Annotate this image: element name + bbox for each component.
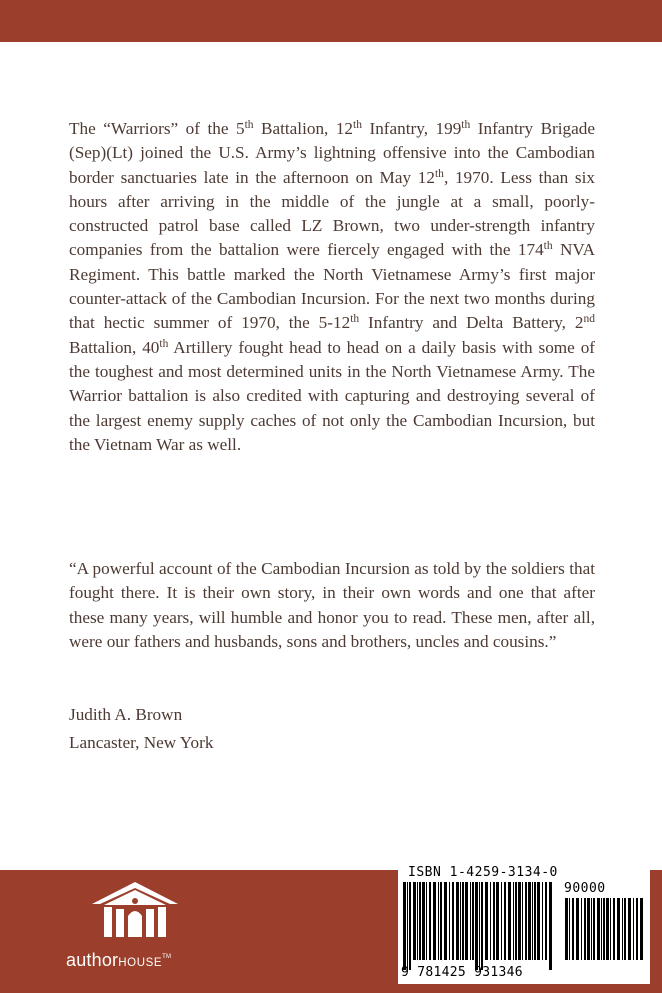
back-cover-blurb — [69, 117, 595, 457]
quote-location: Lancaster, New York — [69, 733, 214, 752]
ean-number: 9 781425 931346 — [401, 965, 523, 980]
publisher-wordmark: authorHOUSE™ — [66, 950, 172, 970]
publisher-house-logo-icon — [90, 880, 180, 942]
price-code-label: 90000 — [564, 881, 606, 896]
top-color-band — [0, 0, 662, 42]
quote-author: Judith A. Brown — [69, 705, 183, 724]
isbn-label: ISBN 1-4259-3134-0 — [408, 865, 558, 880]
addon-barcode-bars — [565, 898, 645, 970]
ean-barcode-bars — [403, 882, 553, 970]
blurb-paragraph: The “Warriors” of the 5th Battalion, 12th Infantry, 199th Infantry Brigade (Sep)(Lt) joined the U.S. Army’s lightning offensive into the Cambodian border sanctuaries late in the afternoon on May 12th, 1970. Less than six hours after arriving in the middle of the jungle at a small, poorly-constructed patrol base called LZ Brown, two under-strength infantry companies from the battalion were fiercely engaged with the 174th NVA Regiment. This battle marked the North Vietnamese Army’s first major counter-attack of the Cambodian Incursion. For the next two months during that hectic summer of 1970, the 5-12th Infantry and Delta Battery, 2nd Battalion, 40th Artillery fought head to head on a daily basis with some of the toughest and most determined units in the North Vietnamese Army. The Warrior battalion is also credited with capturing and destroying several of the largest enemy supply caches of not only the Cambodian Incursion, but the Vietnam War as well. — [69, 119, 596, 454]
review-quote — [69, 557, 595, 654]
quote-text: “A powerful account of the Cambodian Incursion as told by the soldiers that fought there. It is their own story, in their own words and one that after these many years, will humble and honor you to read. These men, after all, were our fathers and husbands, sons and brothers, uncles and cousins.” — [69, 559, 595, 651]
isbn-barcode — [398, 862, 650, 984]
